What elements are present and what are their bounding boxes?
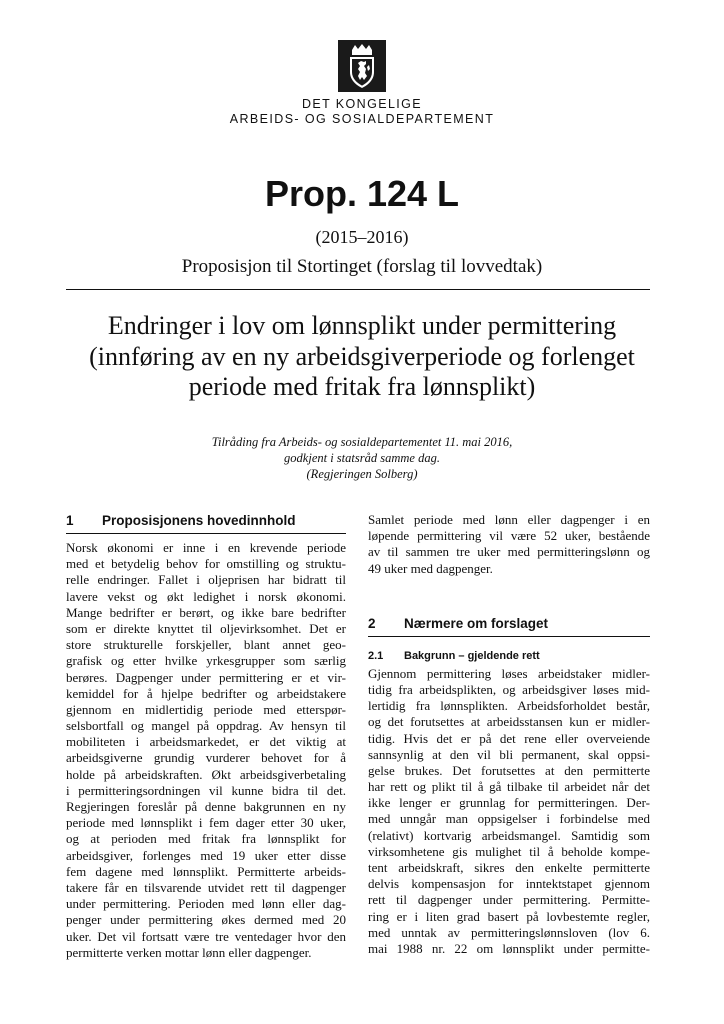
text-line: takere får en tilsvarende utvidet rett til dagpenger	[66, 879, 346, 895]
section-number: 2	[368, 615, 376, 631]
text-line: i permitteringsordningen vil kunne bidra til det.	[66, 782, 346, 798]
text-line: med et betydelig behov for omstilling og struktu-	[66, 556, 346, 572]
text-line: arbeidsgiverne grundig vurderer behovet for å	[66, 750, 346, 766]
text-line: og at perioden med fritak fra lønnsplikt for	[66, 831, 346, 847]
session-years: (2015–2016)	[315, 227, 409, 247]
main-title	[40, 311, 684, 403]
subsection-number: 2.1	[368, 649, 384, 662]
title-divider	[66, 289, 650, 290]
text-line: fem dagene med lønnsplikt. Permitterte arbeids-	[66, 863, 346, 879]
text-line: 49 uker med dagpenger.	[368, 560, 493, 576]
text-line: lertidig fra lønnsplikten. Arbeidsforholdet består,	[368, 698, 650, 714]
norwegian-coat-of-arms-icon	[338, 40, 386, 92]
text-line: mai 1988 nr. 22 om lønnsplikt under permitte-	[368, 940, 650, 956]
text-line: Mange bedrifter er berørt, og ikke bare bedrifter	[66, 604, 346, 620]
text-line: og det forutsettes at arbeidsstansen kun er midler-	[368, 714, 650, 730]
section-1-body	[66, 540, 346, 961]
text-line: store strukturelle forskjeller, blant annet geo-	[66, 637, 346, 653]
ministry-name-line1: DET KONGELIGE	[301, 97, 423, 111]
text-line: har rett og plikt til å gå tilbake til arbeidet når det	[368, 779, 650, 795]
text-line: berøres. Dagpenger under permittering er et vir-	[66, 669, 346, 685]
main-title-line: (innføring av en ny arbeidsgiverperiode og forlenget	[89, 341, 635, 371]
text-line: (relativt) kortvarig arbeidsmangel. Samtidig som	[368, 827, 650, 843]
text-line: tent arbeidskraft, sikres den enkelte permitterte	[368, 860, 650, 875]
text-line: relle endringer. Fallet i oljeprisen har bidratt til	[66, 572, 346, 588]
text-line: som er direkte knyttet til oljevirksomhet. Det er	[66, 620, 346, 636]
text-line: under permittering. Perioden med lønn eller dag-	[66, 896, 346, 912]
text-line: Regjeringen foreslår på denne bakgrunnen en ny	[66, 799, 346, 814]
text-line: løpende permittering vil være 52 uker, bestående	[368, 528, 650, 544]
main-title-line: periode med fritak fra lønnsplikt)	[188, 372, 536, 401]
text-line: Norsk økonomi er inne i en krevende periode	[66, 540, 346, 555]
section-title: Proposisjonens hovedinnhold	[102, 513, 296, 528]
section-1-heading	[66, 512, 346, 534]
text-line: Gjennom permittering løses arbeidstaker midler-	[368, 665, 650, 681]
text-line: periode med lønnsplikt i fem dager etter 30 uker,	[66, 815, 346, 831]
section-2-1-heading	[368, 648, 650, 664]
text-line: ikke lenger er grunnlag for permitteringen. Der-	[368, 795, 650, 811]
text-line: permitterte verken mottar lønn eller dagpenger.	[66, 944, 312, 960]
text-line: virksomhetene gis mulighet til å beholde kompe-	[368, 843, 650, 859]
text-line: selsbortfall og mangel på oppdrag. Av hensyn til	[66, 718, 346, 734]
text-line: grafisk og etter hvilke yrkesgrupper som særlig	[66, 653, 346, 669]
proposition-type: Proposisjon til Stortinget (forslag til lovvedtak)	[181, 256, 543, 277]
text-line: lavere vekst og økt ledighet i norsk økonomi.	[66, 588, 346, 604]
text-line: kemiddel for å hjelpe bedrifter og arbeidstakere	[66, 685, 346, 701]
recommendation-line: Tilråding fra Arbeids- og sosialdepartementet 11. mai 2016,	[211, 435, 513, 449]
section-title: Nærmere om forslaget	[404, 615, 549, 631]
recommendation-line: (Regjeringen Solberg)	[306, 467, 418, 481]
section-number: 1	[66, 513, 74, 528]
text-line: Samlet periode med lønn eller dagpenger i en	[368, 512, 650, 527]
text-line: holde på arbeidskraften. Økt arbeidsgiverbetaling	[66, 766, 346, 782]
text-line: med unngår man oppsigelser i forbindelse med	[368, 811, 650, 827]
subsection-title: Bakgrunn – gjeldende rett	[404, 649, 540, 662]
text-line: gelse brukes. Det forutsettes at den permitterte	[368, 762, 650, 778]
text-line: delvis kompensasjon for inntektstapet gjennom	[368, 876, 650, 892]
text-line: penger under permittering økes dermed med 20	[66, 912, 346, 928]
text-line: uker. Det vil fortsatt være tre ventedager hvor den	[66, 928, 346, 944]
left-column	[66, 512, 346, 961]
text-line: tidig fra arbeidsplikten, og arbeidsgiver løses mid-	[368, 681, 650, 697]
section-1-continuation	[368, 512, 650, 577]
text-line: arbeidsgiver, forlenges med 19 uker etter disse	[66, 847, 346, 863]
text-line: sannsynlig at den vil bli permanent, skal oppsi-	[368, 746, 650, 762]
main-title-line: Endringer i lov om lønnsplikt under permittering	[107, 311, 617, 340]
recommendation-line: godkjent i statsråd samme dag.	[284, 451, 440, 465]
recommendation-note	[0, 434, 724, 482]
text-line: med unntak av permitteringslønnsloven (lov 6.	[368, 924, 650, 940]
section-2-heading	[368, 615, 650, 637]
ministry-name-line2: ARBEIDS- OG SOSIALDEPARTEMENT	[229, 112, 495, 126]
text-line: tidig. Hvis det er på det rene eller overveiende	[368, 730, 650, 746]
right-column	[368, 512, 650, 957]
text-line: gjennom en midlertidig periode med etterspør-	[66, 701, 346, 717]
text-line: rett til dagpenger under permittering. Permitte-	[368, 892, 650, 908]
text-line: av til sammen tre uker med permitteringslønn og	[368, 544, 650, 560]
text-line: mobiliteten i arbeidsmarkedet, er det viktig at	[66, 734, 346, 750]
text-line: ring er i liten grad basert på lovbestemte regler,	[368, 908, 650, 924]
section-2-1-body	[368, 666, 650, 957]
proposition-number: Prop. 124 L	[264, 173, 460, 214]
